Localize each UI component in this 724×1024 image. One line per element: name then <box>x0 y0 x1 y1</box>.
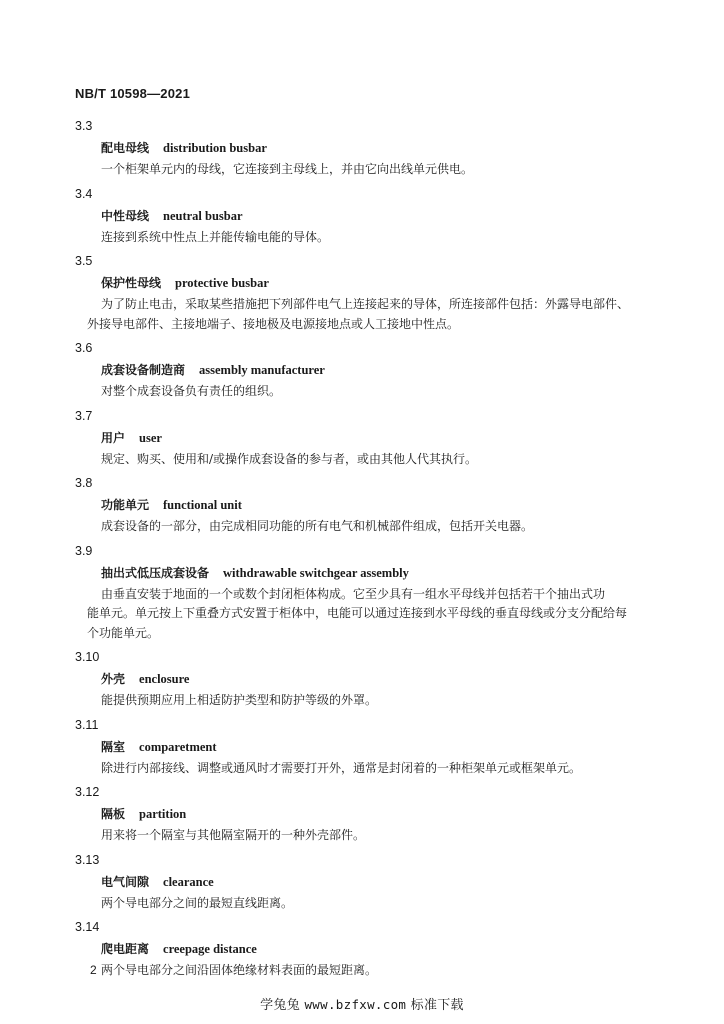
term-definition <box>87 691 665 711</box>
term-zh: 抽出式低压成套设备 <box>101 565 210 580</box>
term-definition <box>87 450 665 470</box>
term-definition <box>87 160 665 180</box>
term-en: comparetment <box>139 739 217 754</box>
definition-line: 外接导电部件、主接地端子、接地极及电源接地点或人工接地中性点。 <box>87 316 460 331</box>
term-zh: 中性母线 <box>101 208 150 223</box>
term-zh: 外壳 <box>101 672 126 686</box>
term-list <box>75 118 665 981</box>
definition-line: 两个导电部分之间的最短直线距离。 <box>101 895 294 910</box>
term-heading <box>101 940 665 958</box>
clause-number: 3.6 <box>75 341 93 355</box>
term-heading <box>101 207 665 225</box>
term-entry <box>75 118 665 180</box>
term-entry <box>75 852 665 914</box>
term-definition <box>87 382 665 402</box>
term-entry <box>75 253 665 334</box>
term-zh: 成套设备制造商 <box>101 363 186 377</box>
clause-number: 3.4 <box>75 186 93 201</box>
term-zh: 保护性母线 <box>101 276 162 290</box>
definition-line: 为了防止电击，采取某些措施把下列部件电气上连接起来的导体，所连接部件包括：外露导电部件、 <box>101 297 630 311</box>
term-en: clearance <box>163 874 214 889</box>
term-definition <box>87 826 665 846</box>
clause-number: 3.5 <box>75 254 93 268</box>
term-definition <box>87 295 665 334</box>
term-en: partition <box>139 807 187 821</box>
term-en: withdrawable switchgear assembly <box>223 565 409 580</box>
page-number: 2 <box>90 963 97 977</box>
term-zh: 功能单元 <box>101 498 150 512</box>
term-en: neutral busbar <box>163 208 243 223</box>
definition-line: 由垂直安装于地面的一个或数个封闭柜体构成。它至少具有一组水平母线并包括若干个抽出式功 <box>101 586 606 601</box>
definition-line: 除进行内部接线、调整或通风时才需要打开外，通常是封闭着的一种柜架单元或框架单元。 <box>101 760 582 775</box>
term-entry <box>75 784 665 846</box>
term-heading <box>101 873 665 891</box>
standard-number: NB/T 10598—2021 <box>75 86 191 101</box>
term-zh: 隔室 <box>101 739 126 754</box>
term-entry <box>75 186 665 248</box>
definition-line: 个功能单元。 <box>87 625 160 640</box>
clause-number: 3.10 <box>75 650 100 664</box>
definition-line: 一个柜架单元内的母线，它连接到主母线上，并由它向出线单元供电。 <box>101 162 474 176</box>
definition-line: 用来将一个隔室与其他隔室隔开的一种外壳部件。 <box>101 828 366 842</box>
term-entry <box>75 340 665 402</box>
term-definition <box>87 961 665 981</box>
term-heading <box>101 139 665 157</box>
term-definition <box>87 585 665 644</box>
term-entry <box>75 919 665 981</box>
term-entry <box>75 717 665 779</box>
term-definition <box>87 228 665 248</box>
definition-line: 连接到系统中性点上并能传输电能的导体。 <box>101 229 330 244</box>
clause-number: 3.12 <box>75 785 100 799</box>
definition-line: 对整个成套设备负有责任的组织。 <box>101 384 282 398</box>
clause-number: 3.7 <box>75 408 93 423</box>
footer-watermark <box>0 994 724 1013</box>
term-heading <box>101 738 665 756</box>
term-heading <box>101 805 665 823</box>
definition-line: 两个导电部分之间沿固体绝缘材料表面的最短距离。 <box>101 963 378 977</box>
term-en: user <box>139 430 162 445</box>
term-definition <box>87 517 665 537</box>
clause-number: 3.9 <box>75 543 93 558</box>
term-entry <box>75 649 665 711</box>
footer-right-text: 标准下载 <box>410 998 464 1013</box>
definition-line: 成套设备的一部分，由完成相同功能的所有电气和机械部件组成，包括开关电器。 <box>101 519 534 533</box>
definition-line: 能提供预期应用上相适防护类型和防护等级的外罩。 <box>101 693 378 707</box>
footer-site-link[interactable]: www.bzfxw.com <box>304 997 407 1012</box>
term-heading <box>101 670 665 688</box>
footer-left-text: 学兔兔 <box>260 998 301 1013</box>
definition-line: 规定、购买、使用和/或操作成套设备的参与者，或由其他人代其执行。 <box>101 451 478 466</box>
term-definition <box>87 759 665 779</box>
term-zh: 用户 <box>101 430 126 445</box>
term-heading <box>101 361 665 379</box>
term-zh: 配电母线 <box>101 141 150 155</box>
clause-number: 3.11 <box>75 717 99 732</box>
term-heading <box>101 564 665 582</box>
clause-number: 3.13 <box>75 852 100 867</box>
term-zh: 电气间隙 <box>101 874 150 889</box>
term-entry <box>75 475 665 537</box>
term-en: functional unit <box>163 498 242 512</box>
term-heading <box>101 496 665 514</box>
term-en: distribution busbar <box>163 141 267 155</box>
clause-number: 3.3 <box>75 119 93 133</box>
term-entry <box>75 408 665 470</box>
clause-number: 3.8 <box>75 476 93 490</box>
term-entry <box>75 543 665 644</box>
term-definition <box>87 894 665 914</box>
term-en: enclosure <box>139 672 190 686</box>
term-en: protective busbar <box>175 276 269 290</box>
definition-line: 能单元。单元按上下重叠方式安置于柜体中，电能可以通过连接到水平母线的垂直母线或分支分配给每 <box>87 606 628 620</box>
clause-number: 3.14 <box>75 920 100 934</box>
term-en: assembly manufacturer <box>199 363 325 377</box>
term-en: creepage distance <box>163 942 257 956</box>
term-zh: 爬电距离 <box>101 942 150 956</box>
term-heading <box>101 429 665 447</box>
term-heading <box>101 274 665 292</box>
term-zh: 隔板 <box>101 807 126 821</box>
